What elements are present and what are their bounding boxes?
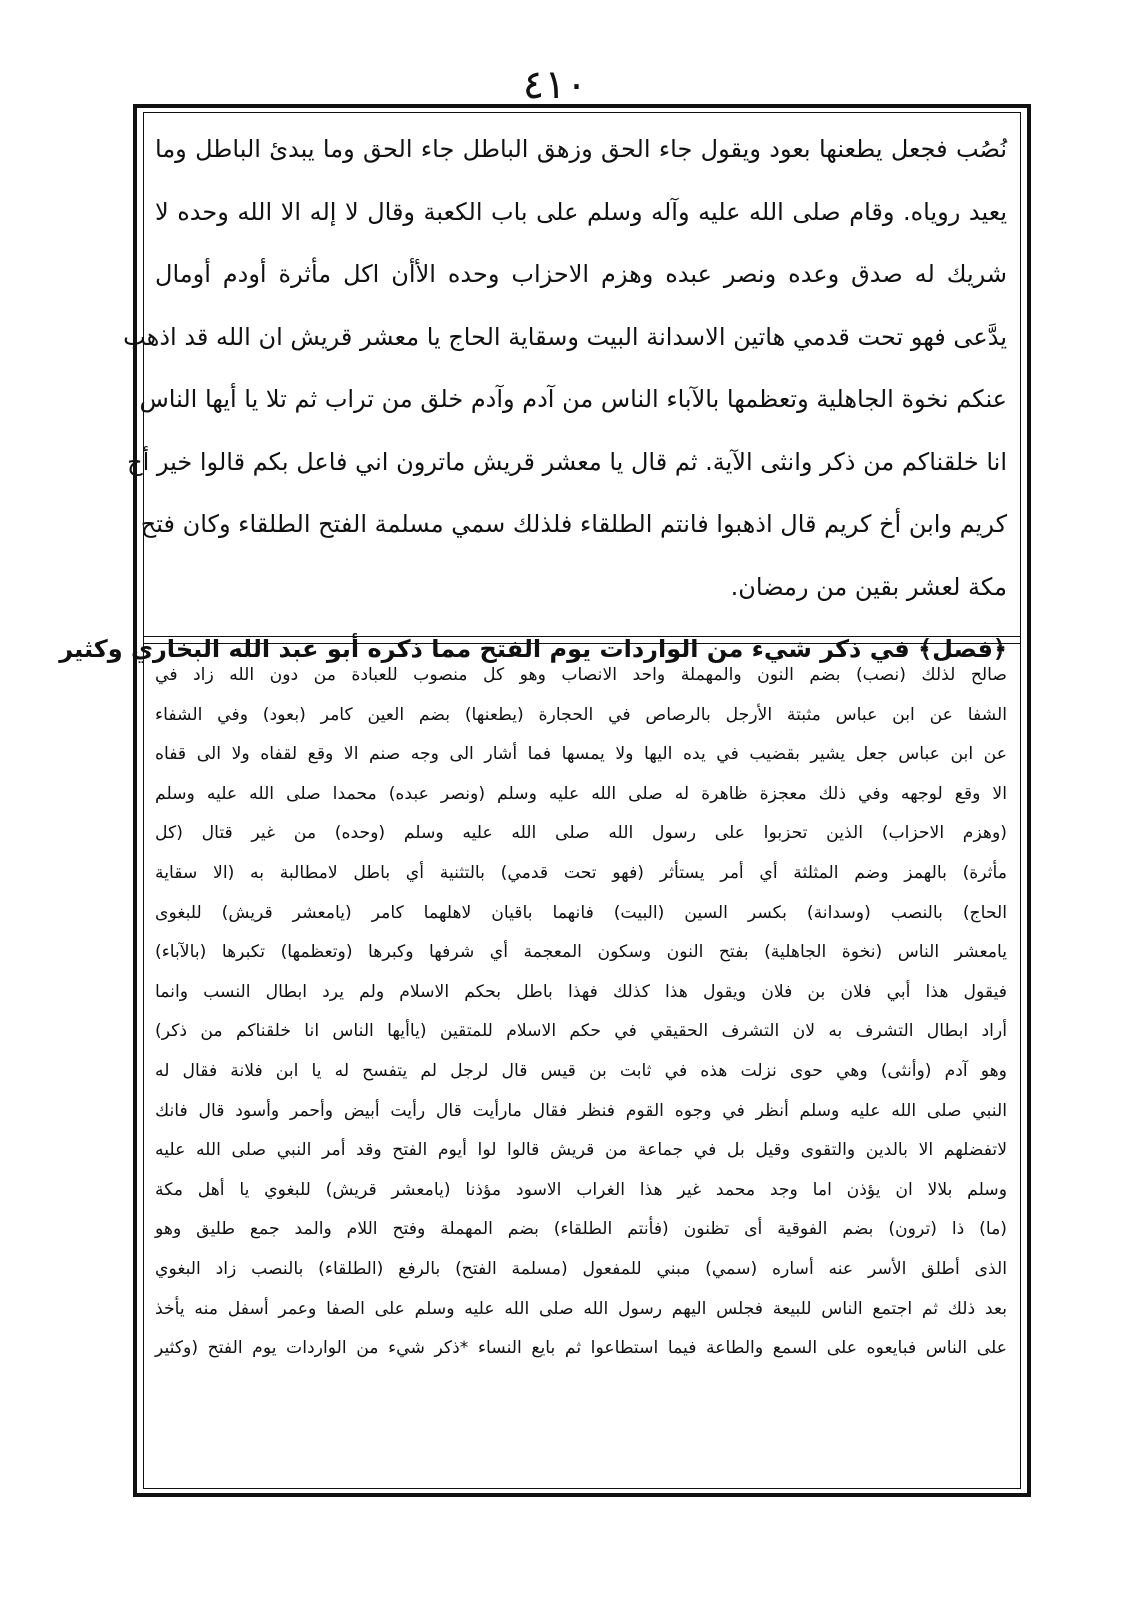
page-number: ٤١٠ <box>522 62 588 108</box>
commentary-line: عن ابن عباس جعل يشير بقضيب في يده اليها ولا يمسها فما أشار الى وجه صنم الا وقع لقفاه ولا الى قفاه <box>155 744 1007 765</box>
section-heading: ﴿فصل﴾ في ذكر شيء من الواردات يوم الفتح مما ذكره أبو عبد الله البخاري وكثير <box>59 635 1007 663</box>
main-text-line: مكة لعشر بقين من رمضان. <box>730 572 1007 601</box>
commentary-line: بعد ذلك ثم اجتمع الناس للبيعة فجلس اليهم رسول الله صلى الله عليه وسلم على الصفا وعمر أسفل منه يأخذ <box>155 1298 1007 1319</box>
main-text-line: عنكم نخوة الجاهلية وتعظمها بالآباء الناس من آدم وآدم خلق من تراب ثم تلا يا أيها الناس <box>139 385 1007 413</box>
main-text-line: انا خلقناكم من ذكر وانثى الآية. ثم قال يا معشر قريش ماترون اني فاعل بكم قالوا خير أخ <box>127 447 1007 476</box>
commentary-line: الشفا عن ابن عباس مثبتة الأرجل بالرصاص في الحجارة (يطعنها) بضم العين كامر (بعود) وفي الشفاء <box>155 704 1007 725</box>
commentary-line: على الناس فبايعوه على السمع والطاعة فيما استطاعوا ثم بايع النساء *ذكر شيء من الواردات يوم الفتح (وكثير <box>155 1338 1007 1359</box>
main-text-line: شريك له صدق وعده ونصر عبده وهزم الاحزاب وحده الأأن اكل مأثرة أودم أومال <box>155 260 1007 288</box>
separator-rule-upper <box>143 636 1021 637</box>
commentary-block <box>155 656 1007 1369</box>
main-text-line: كريم وابن أخ كريم قال اذهبوا فانتم الطلقاء فلذلك سمي مسلمة الفتح الطلقاء وكان فتح <box>140 510 1007 538</box>
commentary-line: يامعشر الناس (نخوة الجاهلية) بفتح النون وسكون المعجمة أي شرفها وكبرها (وتعظمها) تكبرها (بالآباء) <box>155 942 1007 963</box>
separator-rule-lower <box>143 643 1021 644</box>
commentary-line: أراد ابطال التشرف به لان التشرف الحقيقي في حكم الاسلام للمتقين (ياأيها الناس انا خلقناكم من ذكر) <box>155 1021 1007 1042</box>
commentary-line: مأثرة) بالهمز وضم المثلثة أي أمر يستأثر (فهو تحت قدمي) بالتثنية أي باطل لامطالبة به (الا سقاية <box>155 862 1007 883</box>
commentary-line: وهو آدم (وأنثى) وهي حوى نزلت هذه في ثابت بن قيس قال لرجل لم يتفسح له يا ابن فلانة فقال له <box>155 1060 1007 1081</box>
commentary-line: الحاج) بالنصب (وسدانة) بكسر السين (البيت) فانهما باقيان لاهلهما كامر (يامعشر قريش) للبغوى <box>155 902 1007 923</box>
main-text-block <box>59 118 1007 680</box>
commentary-line: وسلم بلالا ان يؤذن اما وجد محمد غير هذا الغراب الاسود مؤذنا (يامعشر قريش) للبغوي يا أهل مكة <box>155 1179 1007 1200</box>
commentary-line: (وهزم الاحزاب) الذين تحزبوا على رسول الله صلى الله عليه وسلم (وحده) من غير قتال (كل <box>155 823 1007 844</box>
commentary-line: لاتفضلهم الا بالدين والتقوى وقيل بل في جماعة من قريش قالوا لوا أيوم الفتح وقد أمر النبي صلى الله عليه <box>155 1140 1007 1161</box>
commentary-line: (ما) ذا (ترون) بضم الفوقية أى تظنون (فأنتم الطلقاء) بضم المهملة وفتح اللام والمد جمع طليق وهو <box>155 1219 1007 1240</box>
main-text-line: نُصُب فجعل يطعنها بعود ويقول جاء الحق وزهق الباطل جاء الحق وما يبدئ الباطل وما <box>155 135 1007 163</box>
main-text-line: يعيد روياه. وقام صلى الله عليه وآله وسلم على باب الكعبة وقال لا إله الا الله وحده لا <box>155 197 1007 226</box>
commentary-line: صالح لذلك (نصب) بضم النون والمهملة واحد الانصاب وهو كل منصوب للعبادة من دون الله زاد في <box>155 665 1007 685</box>
main-text-line: يدَّعى فهو تحت قدمي هاتين الاسدانة البيت وسقاية الحاج يا معشر قريش ان الله قد اذهب <box>123 322 1007 351</box>
commentary-line: الذى أطلق الأسر عنه أساره (سمي) مبني للمفعول (مسلمة الفتح) بالرفع (الطلقاء) بالنصب زاد البغوي <box>155 1258 1007 1279</box>
commentary-line: الا وقع لوجهه وفي ذلك معجزة ظاهرة له صلى الله عليه وسلم (ونصر عبده) محمدا صلى الله عليه وسلم <box>155 783 1007 804</box>
commentary-line: النبي صلى الله عليه وسلم أنظر في وجوه القوم فنظر فقال مارأيت قال رأيت أبيض وأحمر وأسود قال فانك <box>155 1100 1007 1121</box>
commentary-line: فيقول هذا أبي فلان بن فلان ويقول هذا كذلك فهذا باطل بحكم الاسلام ولم يرد ابطال النسب وانما <box>155 981 1007 1002</box>
